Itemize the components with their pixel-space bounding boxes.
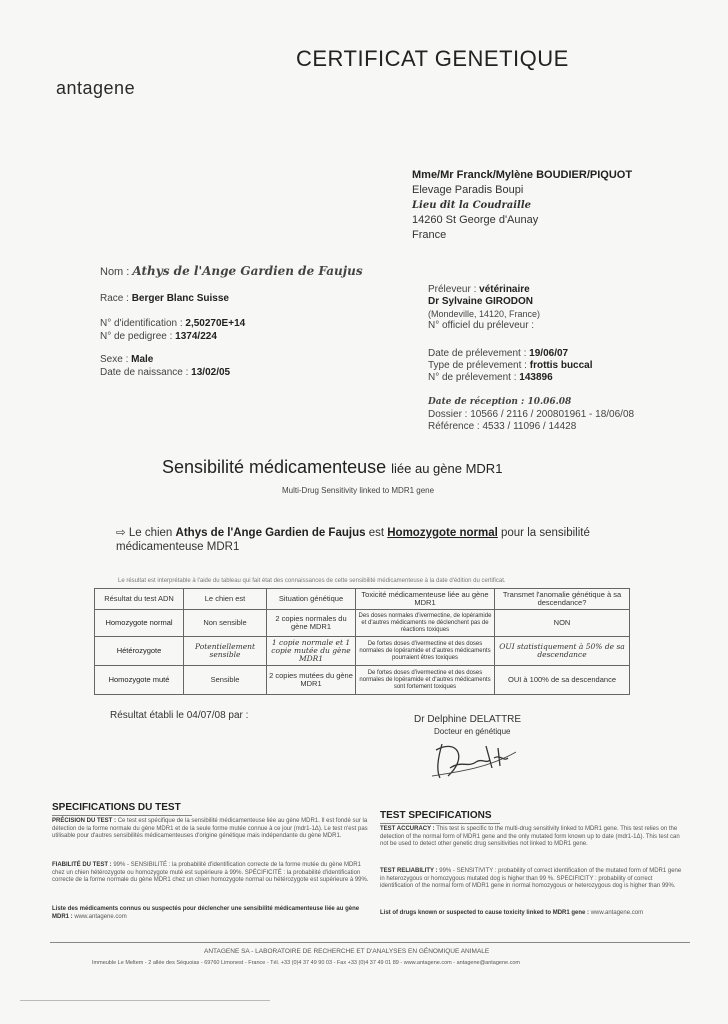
dog-sex-line <box>100 354 153 365</box>
footer-contact: Immeuble Le Meltem - 2 allée des Séquoias - 69760 Limonest - France - Tél. +33 (0)4 37 49 90 03 - Fax +33 (0)4 37 49 01 89 - www.antagene.com - antagene@antagene.com <box>92 960 521 966</box>
table-header-cell: Toxicité médicamenteuse liée au gène MDR1 <box>356 589 495 610</box>
spec-fr-heading: SPECIFICATIONS DU TEST <box>52 802 181 813</box>
table-cell: Homozygote muté <box>95 666 184 695</box>
divider <box>50 942 690 943</box>
dog-sex-label: Sexe : <box>100 354 129 365</box>
owner-locality: Lieu dit la Coudraille <box>412 200 531 211</box>
sampler-official-number: N° officiel du préleveur : <box>428 320 535 331</box>
table-cell: 1 copie normale et 1 copie mutée du gène MDR1 <box>267 637 356 666</box>
result-dog-name: Athys de l'Ange Gardien de Faujus <box>175 527 366 539</box>
table-header-cell: Résultat du test ADN <box>95 589 184 610</box>
dog-sex: Male <box>131 354 154 365</box>
table-row <box>95 610 630 637</box>
table-cell: Potentiellement sensible <box>184 637 267 666</box>
reception-date: Date de réception : 10.06.08 <box>428 397 572 407</box>
result-established: Résultat établi le 04/07/08 par : <box>110 710 249 721</box>
table-header-row <box>95 589 630 610</box>
spec-en-drug-list: List of drugs known or suspected to cause toxicity linked to MDR1 gene : www.antagene.com <box>380 910 644 916</box>
reference-value: 4533 / 11096 / 14428 <box>482 421 577 432</box>
sample-type-line <box>428 360 593 372</box>
reference-label: Référence : <box>428 421 480 432</box>
spec-fr-link[interactable]: www.antagene.com <box>74 913 127 920</box>
sampler-name: Dr Sylvaine GIRODON <box>428 296 534 307</box>
table-header-cell: Situation génétique <box>267 589 356 610</box>
table-cell: Sensible <box>184 666 267 695</box>
sample-number-line <box>428 372 553 384</box>
spec-fr-drug-list: Liste des médicaments connus ou suspectés pour déclencher une sensibilité médicamenteuse liée au gène MDR1 : www.antagene.com <box>52 906 360 920</box>
reference-line <box>428 421 576 433</box>
dossier-label: Dossier : <box>428 409 468 420</box>
table-row <box>95 666 630 695</box>
table-header-cell: Le chien est <box>184 589 267 610</box>
divider <box>52 815 192 816</box>
doctor-name: Dr Delphine DELATTRE <box>414 714 522 725</box>
sensitivity-title-suffix: liée au gène MDR1 <box>391 461 503 476</box>
sampler-location: (Mondeville, 14120, France) <box>428 309 541 319</box>
dog-birth-line <box>100 367 230 378</box>
page-title: CERTIFICAT GENETIQUE <box>296 46 569 71</box>
dog-breed-label: Race : <box>100 293 129 304</box>
table-cell: OUI statistiquement à 50% de sa descendance <box>495 637 630 666</box>
table-cell: Non sensible <box>184 610 267 637</box>
dog-id: 2,50270E+14 <box>185 318 246 329</box>
table-cell: 2 copies normales du gène MDR1 <box>267 610 356 637</box>
table-cell: De fortes doses d'ivermectine et des doses normales de lopéramide et d'autres médicaments sont fortement toxiques <box>356 666 495 695</box>
dog-name-label: Nom : <box>100 266 130 278</box>
footer-lab-name: ANTAGENE SA - LABORATOIRE DE RECHERCHE ET D'ANALYSES EN GÉNOMIQUE ANIMALE <box>204 948 490 955</box>
spec-en-reliability: TEST RELIABILITY : 99% - SENSITIVITY : probability of correct identification of the mutated form of MDR1 gene in heterozygous or homozygous mutated dog is higher than 99 %. SPECIFICITY : probability of correct identification of the normal form of MDR1 gene in normal homozygous or heterozygous dog is higher than 99%. <box>380 868 682 889</box>
owner-country: France <box>412 229 447 241</box>
dog-name: Athys de l'Ange Gardien de Faujus <box>132 264 363 278</box>
table-cell: Homozygote normal <box>95 610 184 637</box>
table-cell: 2 copies mutées du gène MDR1 <box>267 666 356 695</box>
owner-name: Mme/Mr Franck/Mylène BOUDIER/PIQUOT <box>412 169 633 181</box>
sample-date-label: Date de prélevement : <box>428 348 527 359</box>
sample-type: frottis buccal <box>529 360 593 371</box>
table-header-cell: Transmet l'anomalie génétique à sa descendance? <box>495 589 630 610</box>
table-cell: Des doses normales d'ivermectine, de lopéramide et d'autres médicaments ne déclenchent pas de réactions toxiques <box>356 610 495 637</box>
dog-birth: 13/02/05 <box>191 367 231 378</box>
dog-pedigree-label: N° de pedigree : <box>100 331 173 342</box>
dog-name-line <box>100 264 363 278</box>
sample-number: 143896 <box>519 372 553 383</box>
sensitivity-title: Sensibilité médicamenteuse liée au gène MDR1 <box>162 457 503 477</box>
dog-birth-label: Date de naissance : <box>100 367 189 378</box>
sample-number-label: N° de prélevement : <box>428 372 517 383</box>
handwritten-signature <box>428 738 520 782</box>
spec-en-link[interactable]: www.antagene.com <box>590 910 644 916</box>
dog-breed: Berger Blanc Suisse <box>131 293 229 304</box>
sample-type-label: Type de prélevement : <box>428 360 527 371</box>
result-status: Homozygote normal <box>387 527 498 539</box>
sampler-label: Préleveur : <box>428 284 477 295</box>
dossier-line <box>428 409 634 421</box>
mdr1-interpretation-table <box>94 588 630 695</box>
spec-fr-accuracy: PRÉCISION DU TEST : Ce test est spécifique de la sensibilité médicamenteuse liée au gène MDR1. Il est fondé sur la détection de la forme normale du gène MDR1 et de la seule forme mutée connue à ce jour (mdr1-1Δ). Le test n'est pas utilisable pour d'autres sensibilités médicamenteuses d'origine génétique mais indépendante du gène MDR1. <box>52 818 368 839</box>
table-cell: Hétérozygote <box>95 637 184 666</box>
table-row <box>95 637 630 666</box>
arrow-icon: ⇨ <box>116 527 126 539</box>
dog-id-label: N° d'identification : <box>100 318 183 329</box>
table-cell: OUI à 100% de sa descendance <box>495 666 630 695</box>
divider <box>380 823 500 824</box>
sensitivity-subtitle: Multi-Drug Sensitivity linked to MDR1 gene <box>282 486 435 495</box>
sample-date-line <box>428 348 568 360</box>
sampler-type-line <box>428 284 530 296</box>
dog-pedigree: 1374/224 <box>175 331 217 342</box>
dossier-value: 10566 / 2116 / 200801961 - 18/06/08 <box>470 409 635 420</box>
owner-kennel: Elevage Paradis Boupi <box>412 184 524 196</box>
spec-en-heading: TEST SPECIFICATIONS <box>380 810 492 821</box>
owner-address <box>412 168 632 243</box>
table-cell: NON <box>495 610 630 637</box>
divider <box>20 1000 270 1001</box>
owner-city: 14260 St George d'Aunay <box>412 214 539 226</box>
result-statement: ⇨ Le chien Athys de l'Ange Gardien de Faujus est Homozygote normal pour la sensibilité médicamenteuse MDR1 <box>116 527 590 553</box>
doctor-role: Docteur en génétique <box>434 727 511 736</box>
dog-breed-line <box>100 293 229 304</box>
dog-id-line <box>100 318 245 329</box>
sample-date: 19/06/07 <box>529 348 569 359</box>
spec-en-accuracy: TEST ACCURACY : This test is specific to the multi-drug sensitivity linked to MDR1 gene. This test relies on the detection of the normal form of MDR1 gene and the only mutated form known up to date (mdr1-1Δ). This test can not be used to detect other genetic drug sensitivities not linked to MDR1 gene. <box>380 826 680 847</box>
spec-fr-reliability: FIABILITÉ DU TEST : 99% - SENSIBILITÉ : la probabilité d'identification correcte de la forme mutée du gène MDR1 chez un chien hétérozygote ou homozygote muté est supérieure à 99%. SPÉCIFICITÉ : la probabilité d'identification correcte de la forme normale du gène MDR1 chez un chien homozygote normal ou hétérozygote est supérieure à 99%. <box>52 862 369 883</box>
table-cell: De fortes doses d'ivermectine et des doses normales de lopéramide et d'autres médicaments pourraient êtres toxiques <box>356 637 495 666</box>
sampler-type: vétérinaire <box>479 284 530 295</box>
logo-antagene: antagene <box>56 78 136 98</box>
interpretation-note: Le résultat est interprétable à l'aide du tableau qui fait état des connaissances de cette sensibilité médicamenteuse à la date d'édition du certificat. <box>118 578 506 584</box>
dog-pedigree-line <box>100 331 217 342</box>
